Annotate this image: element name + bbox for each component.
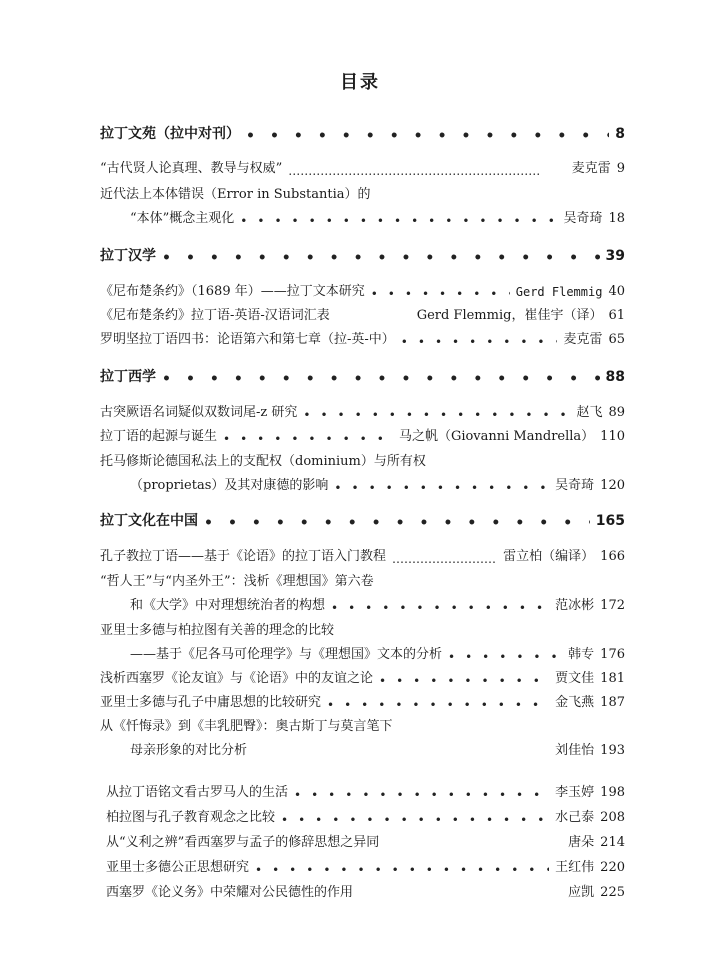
entry-title-continued: （proprietas）及其对康德的影响 [130, 478, 329, 493]
entry-title: 孔子教拉丁语——基于《论语》的拉丁语入门教程 [100, 549, 387, 564]
toc-entry[interactable] [100, 670, 625, 688]
entry-author: 吴奇琦 [555, 478, 595, 493]
section-heading[interactable] [100, 512, 625, 530]
entry-author: 金飞燕 [555, 695, 595, 710]
page-number: 110 [600, 429, 625, 444]
page-number: 40 [608, 284, 625, 299]
entry-title: 托马修斯论德国私法上的支配权（dominium）与所有权 [100, 454, 426, 469]
entry-author: 应凯 [568, 885, 595, 900]
entry-title-continued: ——基于《尼各马可伦理学》与《理想国》文本的分析 [130, 647, 443, 662]
entry-author: 雷立柏（编译） [503, 549, 595, 564]
entry-title: 浅析西塞罗《论友谊》与《论语》中的友谊之论 [100, 671, 374, 686]
entry-title: 亚里士多德与孔子中庸思想的比较研究 [100, 695, 322, 710]
dot-leader [327, 698, 549, 712]
entry-author: 马之帆（Giovanni Mandrella） [398, 429, 595, 444]
page-number: 18 [608, 211, 625, 226]
entry-title: “古代贤人论真理、教导与权威” [100, 161, 283, 176]
entry-author: 韩专 [568, 647, 595, 662]
toc-entry[interactable] [106, 809, 625, 827]
toc-entry-line2[interactable] [130, 477, 625, 495]
entry-title: 《尼布楚条约》拉丁语-英语-汉语词汇表 [100, 308, 330, 323]
toc-entry[interactable] [106, 859, 625, 877]
toc-entry-line2[interactable] [130, 210, 625, 228]
entry-title: 罗明坚拉丁语四书：论语第六和第七章（拉-英-中） [100, 332, 395, 347]
entry-author: 范冰彬 [555, 598, 595, 613]
entry-title: 从拉丁语铭文看古罗马人的生活 [106, 785, 289, 800]
toc-entry-line2[interactable] [130, 646, 625, 664]
toc-entry[interactable] [100, 694, 625, 712]
entry-title: 近代法上本体错误（Error in Substantia）的 [100, 187, 371, 202]
entry-author: 吴奇琦 [563, 211, 603, 226]
entry-title: 亚里士多德公正思想研究 [106, 860, 250, 875]
entry-author: 贾文佳 [555, 671, 595, 686]
page-number: 176 [600, 647, 625, 662]
entry-title-continued: 和《大学》中对理想统治者的构想 [130, 598, 326, 613]
dot-leader [448, 650, 562, 664]
toc-entry[interactable] [100, 307, 625, 325]
section-title: 拉丁文化在中国 [100, 513, 198, 529]
page-number: 181 [600, 671, 625, 686]
toc-entry-line1[interactable] [100, 622, 625, 640]
dot-leader [371, 287, 510, 301]
dot-leader [288, 164, 565, 178]
page-number: 65 [608, 332, 625, 347]
dot-leader [392, 552, 497, 566]
dot-leader [162, 251, 600, 265]
page-number: 187 [600, 695, 625, 710]
entry-author: 水己泰 [555, 810, 595, 825]
entry-title: 柏拉图与孔子教育观念之比较 [106, 810, 276, 825]
toc-entry-line2[interactable] [130, 742, 625, 760]
section-heading[interactable] [100, 125, 625, 143]
dot-leader [303, 408, 570, 422]
entry-author: Gerd Flemmig，崔佳宇（译） [416, 308, 603, 323]
page-number: 9 [616, 161, 625, 176]
entry-title: 《尼布楚条约》（1689 年）——拉丁文本研究 [100, 284, 365, 299]
entry-author: 王红伟 [555, 860, 595, 875]
entry-title: 拉丁语的起源与诞生 [100, 429, 218, 444]
toc-entry[interactable] [100, 283, 625, 301]
toc-entry-line1[interactable] [100, 573, 625, 591]
page-number: 39 [605, 248, 625, 264]
toc-entry-line1[interactable] [100, 453, 625, 471]
section-title: 拉丁西学 [100, 369, 156, 385]
toc-entry[interactable] [106, 884, 625, 902]
section-title: 拉丁汉学 [100, 248, 156, 264]
page-number: 198 [600, 785, 625, 800]
section-heading[interactable] [100, 368, 625, 386]
dot-leader [331, 601, 549, 615]
toc-entry[interactable] [106, 784, 625, 802]
dot-leader [240, 214, 557, 228]
toc-entry[interactable] [100, 428, 625, 446]
page-number: 220 [600, 860, 625, 875]
entry-author: 刘佳怡 [555, 743, 595, 758]
dot-leader [334, 481, 549, 495]
page-number: 214 [600, 835, 625, 850]
page-title: 目录 [340, 72, 380, 93]
entry-title: 从“义利之辨”看西塞罗与孟子的修辞思想之异同 [106, 835, 380, 850]
toc-entry[interactable] [106, 834, 625, 852]
page-number: 172 [600, 598, 625, 613]
toc-entry[interactable] [100, 160, 625, 178]
section-title: 拉丁文苑（拉中对刊） [100, 126, 240, 142]
entry-title: 从《忏悔录》到《丰乳肥臀》：奥古斯丁与莫言笔下 [100, 719, 393, 734]
page-number: 193 [600, 743, 625, 758]
entry-author: 唐朵 [568, 835, 595, 850]
entry-author: 麦克雷 [571, 161, 611, 176]
dot-leader [379, 674, 549, 688]
page-number: 8 [615, 126, 625, 142]
entry-author: 麦克雷 [563, 332, 603, 347]
dot-leader [204, 516, 590, 530]
dot-leader [401, 335, 558, 349]
dot-leader [223, 432, 393, 446]
page-number: 61 [608, 308, 625, 323]
dot-leader [294, 788, 549, 802]
entry-author: Gerd Flemmig [515, 285, 603, 299]
entry-author: 李玉婷 [555, 785, 595, 800]
dot-leader [246, 129, 609, 143]
dot-leader [162, 372, 600, 386]
page-number: 89 [608, 405, 625, 420]
page-number: 208 [600, 810, 625, 825]
toc-entry[interactable] [100, 331, 625, 349]
section-heading[interactable] [100, 247, 625, 265]
page-number: 165 [595, 513, 625, 529]
entry-title: 西塞罗《论义务》中荣耀对公民德性的作用 [106, 885, 354, 900]
page-number: 88 [605, 369, 625, 385]
entry-author: 赵飞 [576, 405, 603, 420]
page-number: 166 [600, 549, 625, 564]
entry-title: 亚里士多德与柏拉图有关善的理念的比较 [100, 623, 335, 638]
toc-entry[interactable] [100, 404, 625, 422]
entry-title-continued: 母亲形象的对比分析 [130, 743, 248, 758]
entry-title-continued: “本体”概念主观化 [130, 211, 235, 226]
page-number: 225 [600, 885, 625, 900]
toc-entry-line2[interactable] [130, 597, 625, 615]
toc-entry-line1[interactable] [100, 718, 625, 736]
entry-title: 古突厥语名词疑似双数词尾-z 研究 [100, 405, 298, 420]
dot-leader [281, 813, 549, 827]
toc-entry[interactable] [100, 548, 625, 566]
page-number: 120 [600, 478, 625, 493]
dot-leader [255, 863, 549, 877]
entry-title: “哲人王”与“内圣外王”：浅析《理想国》第六卷 [100, 574, 374, 589]
toc-entry-line1[interactable] [100, 186, 625, 204]
